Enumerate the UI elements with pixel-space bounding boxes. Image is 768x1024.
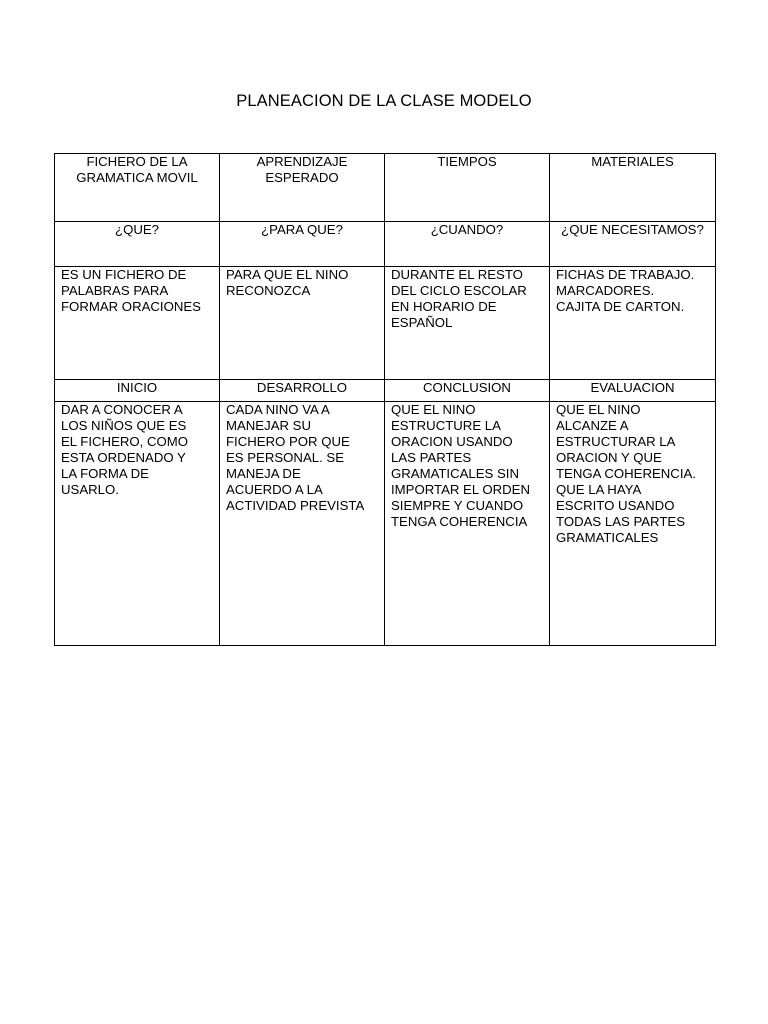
- question-row: [55, 222, 716, 267]
- content-cell-inicio: DAR A CONOCER A LOS NIÑOS QUE ES EL FICHERO, COMO ESTA ORDENADO Y LA FORMA DE USARLO.: [55, 402, 220, 646]
- question-cell-cuando: ¿CUANDO?: [385, 222, 550, 267]
- header-cell-fichero: FICHERO DE LA GRAMATICA MOVIL: [55, 154, 220, 222]
- page-title: PLANEACION DE LA CLASE MODELO: [236, 92, 532, 110]
- question-cell-que-necesitamos: ¿QUE NECESITAMOS?: [550, 222, 716, 267]
- answer-cell-que: ES UN FICHERO DE PALABRAS PARA FORMAR ORACIONES: [55, 267, 220, 380]
- phase-content-row: [55, 402, 716, 646]
- phase-cell-desarrollo: DESARROLLO: [220, 380, 385, 402]
- header-cell-materiales: MATERIALES: [550, 154, 716, 222]
- content-cell-conclusion: QUE EL NINO ESTRUCTURE LA ORACION USANDO LAS PARTES GRAMATICALES SIN IMPORTAR EL ORDEN SIEMPRE Y CUANDO TENGA COHERENCIA: [385, 402, 550, 646]
- phase-cell-inicio: INICIO: [55, 380, 220, 402]
- header-row-topics: [55, 154, 716, 222]
- phase-header-row: [55, 380, 716, 402]
- answer-cell-para-que: PARA QUE EL NINO RECONOZCA: [220, 267, 385, 380]
- phase-cell-conclusion: CONCLUSION: [385, 380, 550, 402]
- answer-cell-cuando: DURANTE EL RESTO DEL CICLO ESCOLAR EN HORARIO DE ESPAÑOL: [385, 267, 550, 380]
- answer-cell-materiales: FICHAS DE TRABAJO. MARCADORES. CAJITA DE CARTON.: [550, 267, 716, 380]
- question-cell-que: ¿QUE?: [55, 222, 220, 267]
- phase-cell-evaluacion: EVALUACION: [550, 380, 716, 402]
- content-cell-desarrollo: CADA NINO VA A MANEJAR SU FICHERO POR QUE ES PERSONAL. SE MANEJA DE ACUERDO A LA ACTIVIDAD PREVISTA: [220, 402, 385, 646]
- header-cell-tiempos: TIEMPOS: [385, 154, 550, 222]
- content-cell-evaluacion: QUE EL NINO ALCANZE A ESTRUCTURAR LA ORACION Y QUE TENGA COHERENCIA. QUE LA HAYA ESCRITO USANDO TODAS LAS PARTES GRAMATICALES: [550, 402, 716, 646]
- answer-row: [55, 267, 716, 380]
- question-cell-para-que: ¿PARA QUE?: [220, 222, 385, 267]
- lesson-plan-table: [54, 153, 716, 646]
- header-cell-aprendizaje: APRENDIZAJE ESPERADO: [220, 154, 385, 222]
